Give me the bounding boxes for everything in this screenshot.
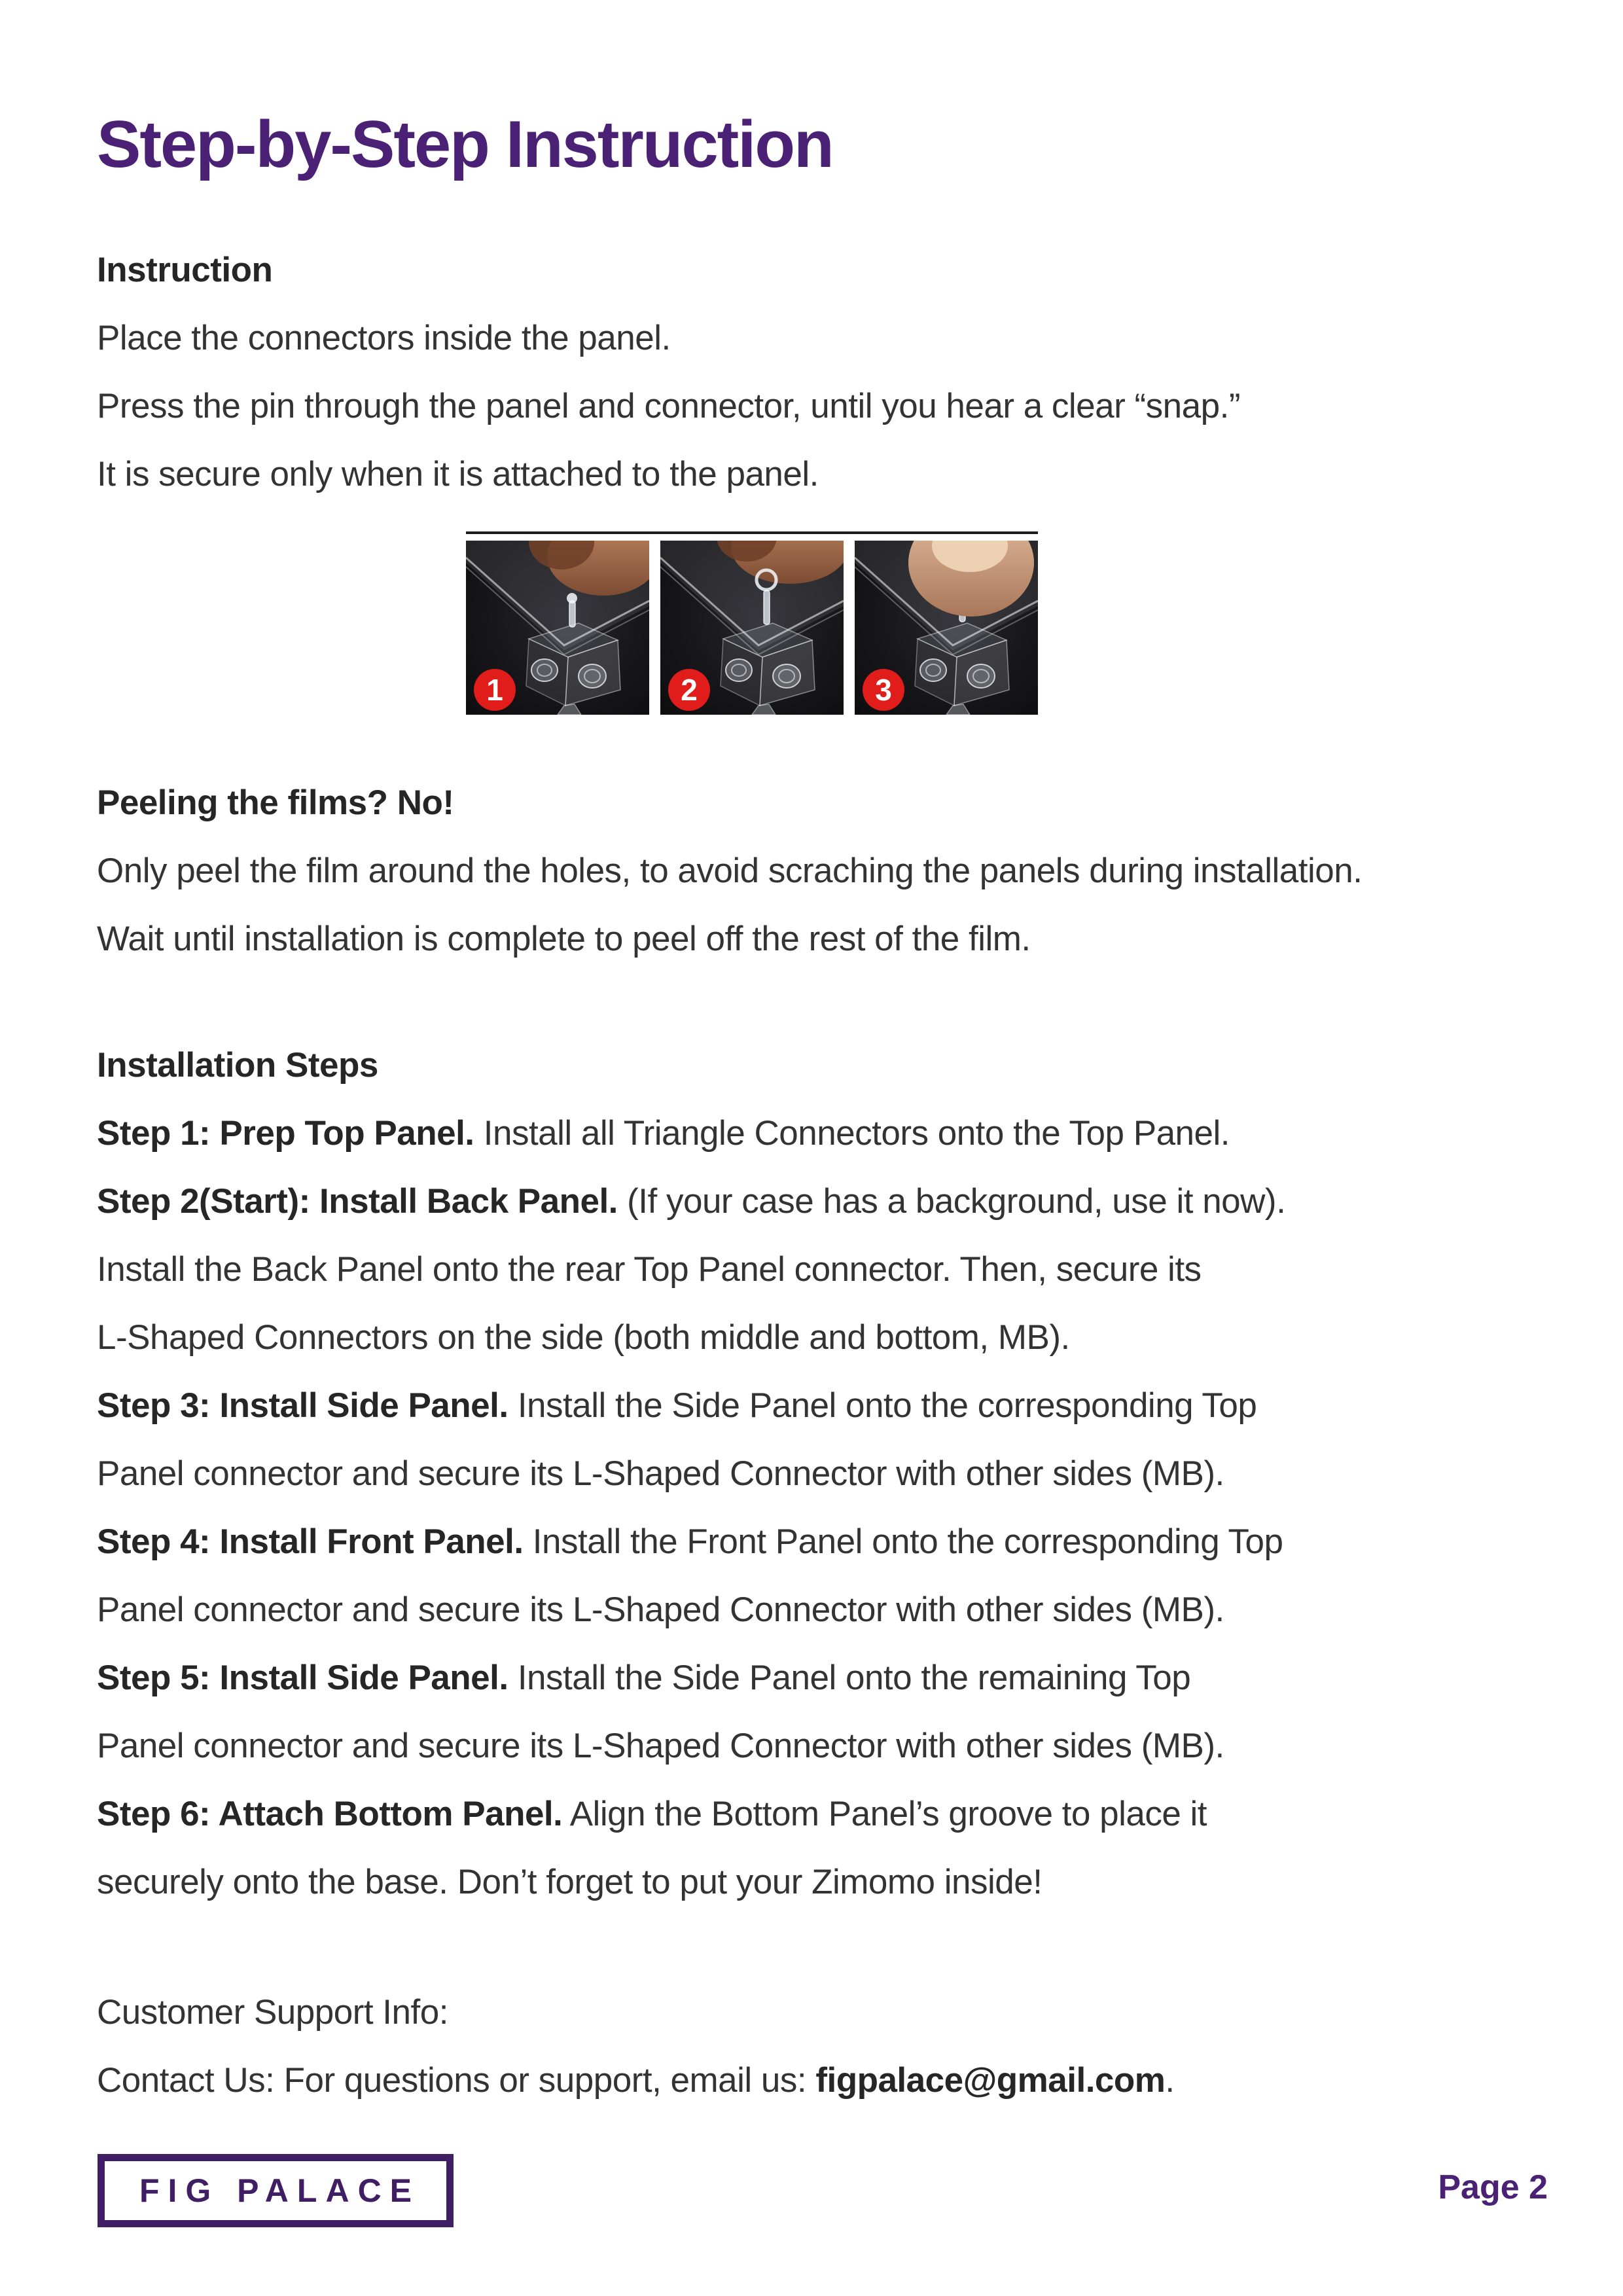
- step-line: [97, 1100, 1285, 1168]
- body-line: Press the pin through the panel and connector, until you hear a clear “snap.”: [97, 387, 1240, 425]
- contact-text: Contact Us: For questions or support, email us:: [97, 2061, 816, 2100]
- page-title: Step-by-Step Instruction: [97, 108, 833, 181]
- installation-heading: Installation Steps: [97, 1046, 378, 1085]
- step-text: (If your case has a background, use it now).: [617, 1182, 1286, 1221]
- section-customer-support: [97, 1979, 1175, 2115]
- support-email: figpalace@gmail.com: [815, 2061, 1166, 2100]
- step-label: Step 5: Install Side Panel.: [97, 1659, 508, 1697]
- step-label: Step 6: Attach Bottom Panel.: [97, 1795, 563, 1833]
- brand-logo-text: FIG PALACE: [139, 2172, 421, 2209]
- contact-text-suffix: .: [1165, 2061, 1175, 2100]
- step-line: [97, 1712, 1285, 1780]
- step-line: [97, 1372, 1285, 1440]
- step-badge-number: 2: [681, 673, 698, 707]
- step-text: Install the Side Panel onto the remaining Top: [508, 1659, 1191, 1697]
- brand-logo-box: [98, 2154, 454, 2227]
- step-label: Step 1: Prep Top Panel.: [97, 1114, 474, 1153]
- step-text: Panel connector and secure its L-Shaped Connector with other sides (MB).: [97, 1590, 1224, 1629]
- instruction-heading: Instruction: [97, 251, 273, 289]
- step-text: Install the Back Panel onto the rear Top Panel connector. Then, secure its: [97, 1250, 1202, 1289]
- support-heading-line: Customer Support Info:: [97, 1993, 448, 2032]
- body-line: It is secure only when it is attached to the panel.: [97, 455, 819, 493]
- step-line: [97, 1508, 1285, 1576]
- step-line: [97, 1236, 1285, 1304]
- step-text: Panel connector and secure its L-Shaped Connector with other sides (MB).: [97, 1727, 1224, 1765]
- contact-line: [97, 2047, 1175, 2115]
- step-photo-3: [855, 541, 1038, 715]
- step-photo-2: [660, 541, 844, 715]
- peeling-heading: Peeling the films? No!: [97, 783, 454, 822]
- figure-top-rule: [466, 531, 1038, 534]
- step-text: Install all Triangle Connectors onto the Top Panel.: [474, 1114, 1230, 1153]
- step-line: [97, 1780, 1285, 1848]
- body-line: Wait until installation is complete to peel off the rest of the film.: [97, 920, 1031, 958]
- step-text: Panel connector and secure its L-Shaped Connector with other sides (MB).: [97, 1454, 1224, 1493]
- step-text: L-Shaped Connectors on the side (both middle and bottom, MB).: [97, 1318, 1070, 1357]
- step-line: [97, 1304, 1285, 1372]
- step-label: Step 3: Install Side Panel.: [97, 1386, 508, 1425]
- step-label: Step 2(Start): Install Back Panel.: [97, 1182, 618, 1221]
- step-photo-1: [466, 541, 649, 715]
- body-line: Only peel the film around the holes, to avoid scraching the panels during installation.: [97, 852, 1363, 890]
- step-text: Install the Front Panel onto the corresponding Top: [523, 1522, 1283, 1561]
- step-badge-number: 1: [486, 673, 503, 707]
- step-line: [97, 1440, 1285, 1508]
- step-line: [97, 1644, 1285, 1712]
- step-badge-number: 3: [875, 673, 892, 707]
- page-number: Page 2: [1438, 2168, 1548, 2206]
- section-installation-steps: [97, 1031, 1285, 1916]
- step-line: [97, 1576, 1285, 1644]
- step-text: Align the Bottom Panel’s groove to place it: [562, 1795, 1207, 1833]
- section-peeling: [97, 769, 1362, 973]
- step-text: Install the Side Panel onto the corresponding Top: [508, 1386, 1257, 1425]
- body-line: Place the connectors inside the panel.: [97, 319, 671, 357]
- pin-installation-figure: [466, 531, 1038, 715]
- section-instruction: [97, 236, 1240, 509]
- step-line: [97, 1848, 1285, 1916]
- figure-photo-row: [466, 541, 1038, 715]
- step-line: [97, 1168, 1285, 1236]
- step-text: securely onto the base. Don’t forget to put your Zimomo inside!: [97, 1863, 1043, 1901]
- step-label: Step 4: Install Front Panel.: [97, 1522, 524, 1561]
